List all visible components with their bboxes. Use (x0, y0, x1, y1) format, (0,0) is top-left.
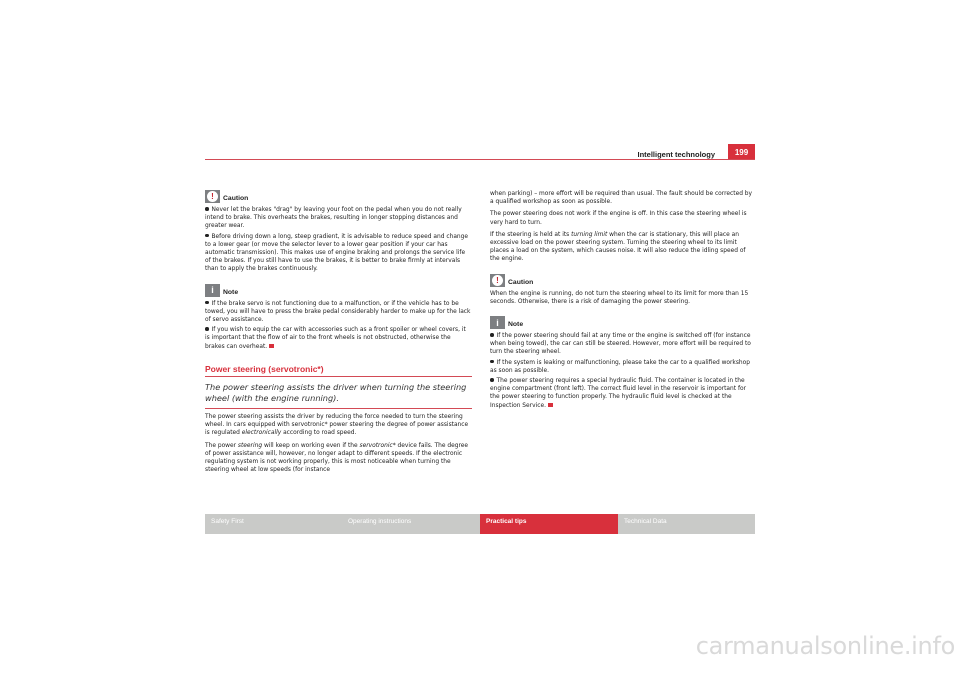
footer-tab-safety-first[interactable]: Safety First (205, 514, 342, 534)
note-bullet: If the brake servo is not functioning due to a malfunction, or if the vehicle has to be towed, you will have to press the brake pedal considerably harder to make up for the lack of servo assistance. (205, 300, 471, 324)
footer-tab-practical-tips[interactable]: Practical tips (480, 514, 618, 534)
note-bullet: If you wish to equip the car with accessories such as a front spoiler or wheel covers, it is important that the flow of air to the front wheels is not obstructed, otherwise the brakes can overheat. (205, 327, 466, 350)
note-title: Note (508, 321, 524, 329)
bullet-icon (205, 327, 209, 331)
end-of-section-icon (269, 344, 274, 348)
section-title: Power steering (servotronic*) (205, 365, 472, 377)
note-heading (205, 284, 472, 297)
caution-icon: ! (205, 190, 220, 203)
caution-text: When the engine is running, do not turn the steering wheel to its limit for more than 15 seconds. Otherwise, there is a risk of damaging the power steering. (490, 290, 749, 305)
right-column (490, 190, 755, 412)
footer-tab-technical-data[interactable]: Technical Data (618, 514, 755, 534)
caution-icon: ! (490, 274, 505, 287)
body-paragraph: The power steering assists the driver by reducing the force needed to turn the steering wheel. In cars equipped with servotronic* power steering the degree of power assistance is regulated electronically according to road speed. (205, 414, 469, 437)
bullet-icon (205, 207, 209, 211)
bullet-icon (205, 234, 209, 238)
note-bullet: The power steering requires a special hydraulic fluid. The container is located in the engine compartment (front left). The correct fluid level in the reservoir is important for the power steering to function properly. The hydraulic fluid level is checked at the Inspection Service. (490, 378, 747, 409)
caution-title: Caution (223, 195, 249, 202)
body-paragraph: The power steering does not work if the engine is off. In this case the steering wheel is very hard to turn. (490, 211, 747, 226)
note-bullet: If the power steering should fail at any time or the engine is switched off (for instance when being towed), the car can still be steered. However, more effort will be required to turn the steering wheel. (490, 333, 751, 356)
left-column (205, 190, 472, 478)
body-paragraph: The power steering will keep on working even if the servotronic* device fails. The degree of power assistance will, however, no longer adapt to different speeds. If the electronic regulating system is not working properly, this is most noticeable when turning the steering wheel at low speeds (for instance (205, 442, 468, 474)
bullet-icon (490, 360, 494, 364)
bullet-icon (490, 333, 494, 337)
bullet-icon (205, 301, 209, 305)
footer-tab-operating-instructions[interactable]: Operating instructions (342, 514, 480, 534)
body-paragraph: If the steering is held at its turning limit when the car is stationary, this will place an excessive load on the power steering system. Turning the steering wheel to its limit places a load on the system, which causes noise. It will also reduce the idling speed of the engine. (490, 231, 746, 263)
section-subtitle: The power steering assists the driver when turning the steering wheel (with the engine running). (205, 382, 472, 409)
watermark: carmanualsonline.info (695, 632, 955, 660)
caution-title: Caution (508, 278, 534, 286)
header-rule (205, 159, 755, 160)
page-number-badge: 199 (728, 144, 755, 160)
caution-bullet: Never let the brakes "drag" by leaving your foot on the pedal when you do not really intend to brake. This overheats the brakes, resulting in longer stopping distances and greater wear. (205, 207, 462, 230)
caution-heading (205, 190, 472, 203)
body-paragraph: when parking) – more effort will be required than usual. The fault should be corrected by a qualified workshop as soon as possible. (490, 191, 753, 206)
chapter-title: Intelligent technology (637, 150, 715, 159)
note-icon: i (205, 284, 220, 297)
note-heading (490, 316, 755, 329)
caution-heading (490, 274, 755, 287)
end-of-section-icon (548, 403, 553, 407)
note-title: Note (223, 288, 239, 296)
bullet-icon (490, 378, 494, 382)
caution-bullet: Before driving down a long, steep gradient, it is advisable to reduce speed and change to a lower gear (or move the selector lever to a lower gear position if your car has automatic transmission). This makes use of engine braking and prolongs the service life of the brakes. If you still have to use the brakes, it is better to brake firmly at intervals than to apply the brakes continuously. (205, 233, 469, 273)
note-icon: i (490, 316, 505, 329)
note-bullet: If the system is leaking or malfunctioning, please take the car to a qualified workshop as soon as possible. (490, 359, 750, 374)
